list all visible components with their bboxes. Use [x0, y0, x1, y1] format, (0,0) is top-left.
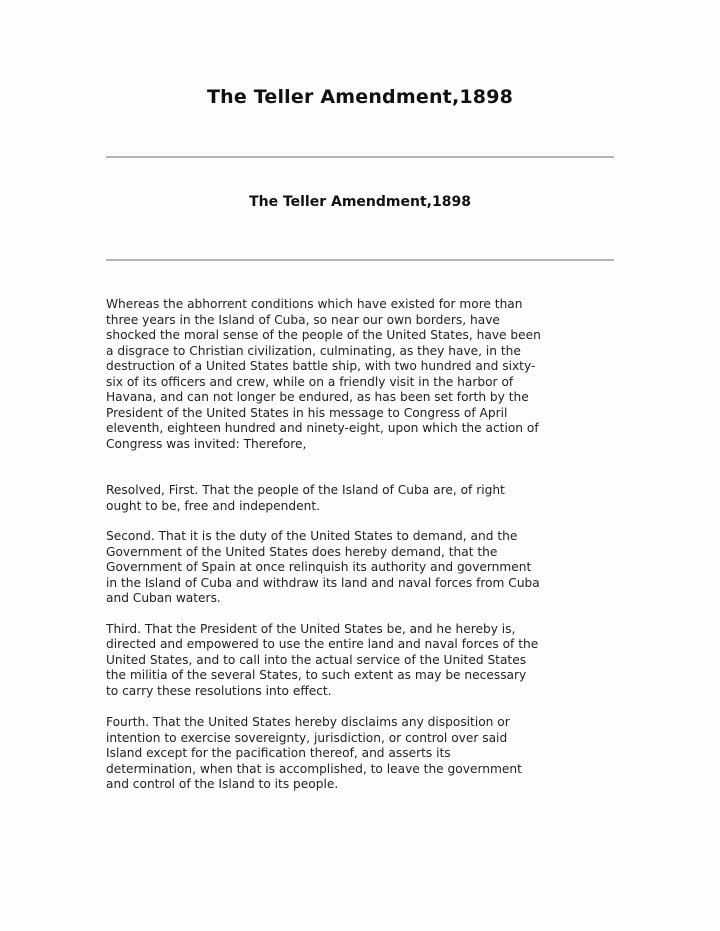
- preamble-paragraph: Whereas the abhorrent conditions which have existed for more than three years in the Island of Cuba, so near our own borders, have shocked the moral sense of the people of the United States, have been a disgrace to Christian civilization, culminating, as they have, in the destruction of a United States battle ship, with two hundred and sixty- six of its officers and crew, while on a friendly visit in the harbor of Havana, and can not longer be endured, as has been set forth by the President of the United States in his message to Congress of April eleventh, eighteen hundred and ninety-eight, upon which the action of Congress was invited: Therefore,: [106, 297, 541, 451]
- resolution-second-paragraph: Second. That it is the duty of the United States to demand, and the Government of the United States does hereby demand, that the Government of Spain at once relinquish its authority and government in the Island of Cuba and withdraw its land and naval forces from Cuba and Cuban waters.: [106, 529, 540, 605]
- bottom-divider: [106, 259, 614, 261]
- resolution-fourth-paragraph: Fourth. That the United States hereby disclaims any disposition or intention to exercise sovereignty, jurisdiction, or control over said Island except for the pacification thereof, and asserts its determination, when that is accomplished, to leave the government and control of the Island to its people.: [106, 715, 522, 791]
- top-divider: [106, 156, 614, 158]
- document-body: [106, 297, 622, 793]
- resolution-first-paragraph: Resolved, First. That the people of the Island of Cuba are, of right ought to be, free and independent.: [106, 483, 505, 513]
- resolution-third-paragraph: Third. That the President of the United States be, and he hereby is, directed and empowered to use the entire land and naval forces of the United States, and to call into the actual service of the United States the militia of the several States, to such extent as may be necessary to carry these resolutions into effect.: [106, 621, 539, 698]
- document-title: The Teller Amendment,1898: [206, 86, 514, 108]
- document-subtitle: The Teller Amendment,1898: [249, 194, 471, 210]
